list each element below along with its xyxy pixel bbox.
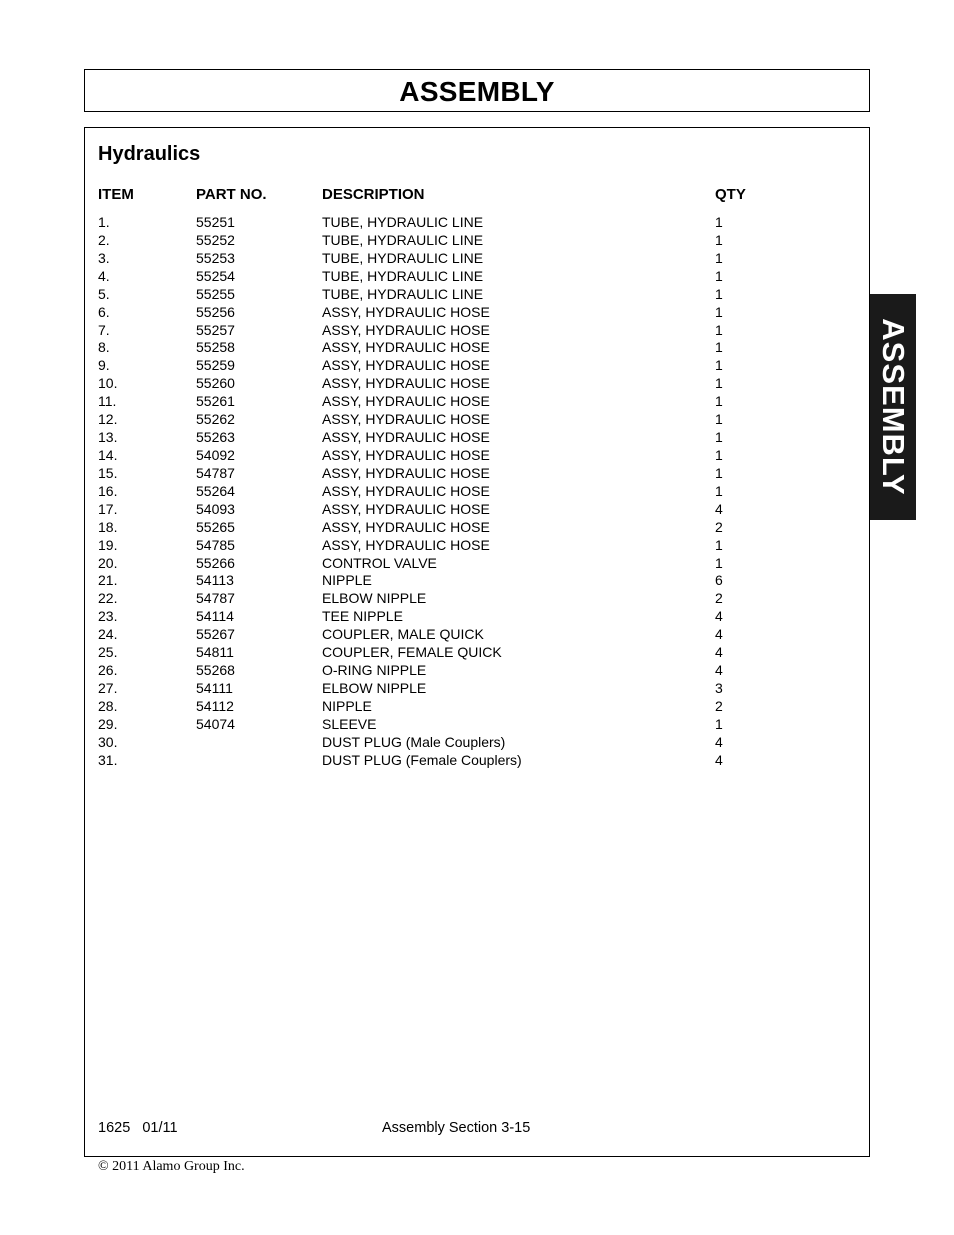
part-description: ELBOW NIPPLE: [322, 590, 427, 607]
part-quantity: 1: [715, 393, 723, 410]
part-quantity: 1: [715, 429, 723, 446]
parts-row: [0, 428, 954, 446]
part-item-number: 17.: [98, 500, 118, 517]
part-description: ASSY, HYDRAULIC HOSE: [322, 393, 490, 410]
part-description: ASSY, HYDRAULIC HOSE: [322, 375, 490, 392]
part-quantity: 1: [715, 339, 723, 356]
parts-row: [0, 751, 954, 769]
part-number: 55259: [196, 357, 235, 374]
part-quantity: 1: [715, 214, 723, 230]
parts-row: [0, 303, 954, 321]
section-title: Hydraulics: [98, 143, 201, 165]
parts-row: [0, 267, 954, 285]
part-item-number: 12.: [98, 411, 118, 428]
parts-row: [0, 500, 954, 518]
part-item-number: 2.: [98, 231, 110, 248]
part-quantity: 1: [715, 321, 723, 338]
column-header-part-no: PART NO.: [196, 186, 267, 203]
part-item-number: 1.: [98, 214, 110, 230]
part-quantity: 6: [715, 572, 723, 589]
parts-row: [0, 249, 954, 267]
parts-row: [0, 285, 954, 303]
part-item-number: 29.: [98, 715, 118, 732]
part-number: 54811: [196, 644, 234, 661]
part-number: 54114: [196, 608, 234, 625]
part-quantity: 1: [715, 715, 723, 732]
part-quantity: 1: [715, 411, 723, 428]
part-number: 55264: [196, 482, 235, 499]
part-item-number: 4.: [98, 267, 110, 284]
part-quantity: 1: [715, 267, 723, 284]
part-quantity: 4: [715, 644, 723, 661]
part-number: 54113: [196, 572, 234, 589]
side-tab-label: ASSEMBLY: [875, 318, 911, 496]
part-number: 55255: [196, 285, 235, 302]
part-description: TUBE, HYDRAULIC LINE: [322, 285, 484, 302]
part-description: ASSY, HYDRAULIC HOSE: [322, 446, 490, 463]
parts-row: [0, 213, 954, 231]
part-number: 55265: [196, 518, 235, 535]
part-quantity: 4: [715, 662, 723, 679]
part-number: 55256: [196, 303, 235, 320]
part-description: TEE NIPPLE: [322, 608, 403, 625]
part-number: 54787: [196, 590, 235, 607]
part-quantity: 4: [715, 733, 723, 750]
parts-row: [0, 679, 954, 697]
parts-row: [0, 536, 954, 554]
part-quantity: 1: [715, 249, 723, 266]
part-quantity: 1: [715, 231, 723, 248]
part-item-number: 16.: [98, 482, 118, 499]
part-number: 55254: [196, 267, 235, 284]
part-quantity: 1: [715, 285, 723, 302]
parts-row: [0, 392, 954, 410]
part-number: 54787: [196, 464, 235, 481]
part-item-number: 6.: [98, 303, 110, 320]
part-quantity: 1: [715, 446, 723, 463]
footer-section-page: Assembly Section 3-15: [382, 1120, 531, 1136]
part-description: ASSY, HYDRAULIC HOSE: [322, 303, 490, 320]
part-item-number: 27.: [98, 679, 118, 696]
part-description: ASSY, HYDRAULIC HOSE: [322, 321, 490, 338]
parts-row: [0, 643, 954, 661]
parts-list: [0, 213, 954, 769]
part-description: ASSY, HYDRAULIC HOSE: [322, 429, 490, 446]
part-item-number: 13.: [98, 429, 118, 446]
part-description: TUBE, HYDRAULIC LINE: [322, 231, 484, 248]
part-description: ASSY, HYDRAULIC HOSE: [322, 411, 490, 428]
parts-row: [0, 464, 954, 482]
part-description: ELBOW NIPPLE: [322, 679, 427, 696]
part-number: 54092: [196, 446, 235, 463]
part-quantity: 1: [715, 303, 723, 320]
part-item-number: 9.: [98, 357, 110, 374]
part-quantity: 1: [715, 357, 723, 374]
part-item-number: 14.: [98, 446, 118, 463]
part-description: ASSY, HYDRAULIC HOSE: [322, 518, 490, 535]
part-number: 55253: [196, 249, 235, 266]
part-number: 55260: [196, 375, 235, 392]
part-description: ASSY, HYDRAULIC HOSE: [322, 339, 490, 356]
part-number: 55261: [196, 393, 235, 410]
parts-row: [0, 589, 954, 607]
parts-row: [0, 625, 954, 643]
parts-row: [0, 356, 954, 374]
part-quantity: 1: [715, 482, 723, 499]
part-number: 55268: [196, 662, 235, 679]
part-item-number: 23.: [98, 608, 118, 625]
parts-row: [0, 374, 954, 392]
part-quantity: 4: [715, 751, 723, 768]
part-description: TUBE, HYDRAULIC LINE: [322, 214, 484, 230]
part-number: 54093: [196, 500, 235, 517]
part-item-number: 22.: [98, 590, 118, 607]
part-quantity: 2: [715, 590, 723, 607]
page-title: ASSEMBLY: [399, 76, 555, 107]
part-description: SLEEVE: [322, 715, 377, 732]
part-number: 55263: [196, 429, 235, 446]
part-number: 55266: [196, 554, 235, 571]
part-description: TUBE, HYDRAULIC LINE: [322, 267, 484, 284]
part-number: 54112: [196, 697, 234, 714]
part-number: 55257: [196, 321, 235, 338]
column-header-item: ITEM: [98, 186, 134, 203]
part-item-number: 8.: [98, 339, 110, 356]
parts-row: [0, 231, 954, 249]
part-description: COUPLER, MALE QUICK: [322, 626, 484, 643]
copyright-notice: © 2011 Alamo Group Inc.: [98, 1159, 245, 1174]
parts-row: [0, 607, 954, 625]
part-item-number: 31.: [98, 751, 118, 768]
part-number: 55251: [196, 214, 235, 230]
part-description: ASSY, HYDRAULIC HOSE: [322, 536, 490, 553]
part-description: ASSY, HYDRAULIC HOSE: [322, 482, 490, 499]
part-number: 55252: [196, 231, 235, 248]
part-description: ASSY, HYDRAULIC HOSE: [322, 500, 490, 517]
parts-row: [0, 554, 954, 572]
parts-row: [0, 321, 954, 339]
column-header-description: DESCRIPTION: [322, 186, 425, 203]
part-quantity: 4: [715, 608, 723, 625]
part-quantity: 3: [715, 679, 723, 696]
part-description: TUBE, HYDRAULIC LINE: [322, 249, 484, 266]
footer-doc-number: 1625 01/11: [98, 1120, 178, 1136]
part-item-number: 7.: [98, 321, 110, 338]
part-description: ASSY, HYDRAULIC HOSE: [322, 357, 490, 374]
part-number: 54074: [196, 715, 235, 732]
part-number: 54111: [196, 679, 233, 696]
parts-row: [0, 482, 954, 500]
part-item-number: 18.: [98, 518, 118, 535]
part-item-number: 15.: [98, 464, 118, 481]
part-item-number: 10.: [98, 375, 118, 392]
parts-row: [0, 733, 954, 751]
part-item-number: 30.: [98, 733, 118, 750]
parts-row: [0, 571, 954, 589]
part-item-number: 5.: [98, 285, 110, 302]
part-number: 54785: [196, 536, 235, 553]
parts-row: [0, 410, 954, 428]
part-quantity: 1: [715, 554, 723, 571]
parts-row: [0, 715, 954, 733]
column-header-qty: QTY: [715, 186, 746, 203]
page-header: [84, 69, 870, 112]
part-number: 55258: [196, 339, 235, 356]
part-description: DUST PLUG (Female Couplers): [322, 751, 522, 768]
part-description: DUST PLUG (Male Couplers): [322, 733, 506, 750]
part-item-number: 26.: [98, 662, 118, 679]
part-quantity: 4: [715, 500, 723, 517]
parts-row: [0, 697, 954, 715]
parts-row: [0, 446, 954, 464]
part-item-number: 11.: [98, 393, 117, 410]
part-quantity: 4: [715, 626, 723, 643]
part-item-number: 19.: [98, 536, 118, 553]
part-quantity: 1: [715, 464, 723, 481]
part-number: 55262: [196, 411, 235, 428]
part-quantity: 2: [715, 697, 723, 714]
part-number: 55267: [196, 626, 235, 643]
part-item-number: 28.: [98, 697, 118, 714]
part-quantity: 1: [715, 536, 723, 553]
parts-row: [0, 518, 954, 536]
part-item-number: 20.: [98, 554, 118, 571]
part-description: CONTROL VALVE: [322, 554, 437, 571]
part-description: O-RING NIPPLE: [322, 662, 427, 679]
part-description: COUPLER, FEMALE QUICK: [322, 644, 502, 661]
part-description: NIPPLE: [322, 697, 372, 714]
parts-row: [0, 338, 954, 356]
part-quantity: 2: [715, 518, 723, 535]
part-description: NIPPLE: [322, 572, 372, 589]
part-item-number: 21.: [98, 572, 118, 589]
part-item-number: 25.: [98, 644, 118, 661]
part-item-number: 24.: [98, 626, 118, 643]
part-quantity: 1: [715, 375, 723, 392]
part-item-number: 3.: [98, 249, 110, 266]
parts-row: [0, 661, 954, 679]
part-description: ASSY, HYDRAULIC HOSE: [322, 464, 490, 481]
